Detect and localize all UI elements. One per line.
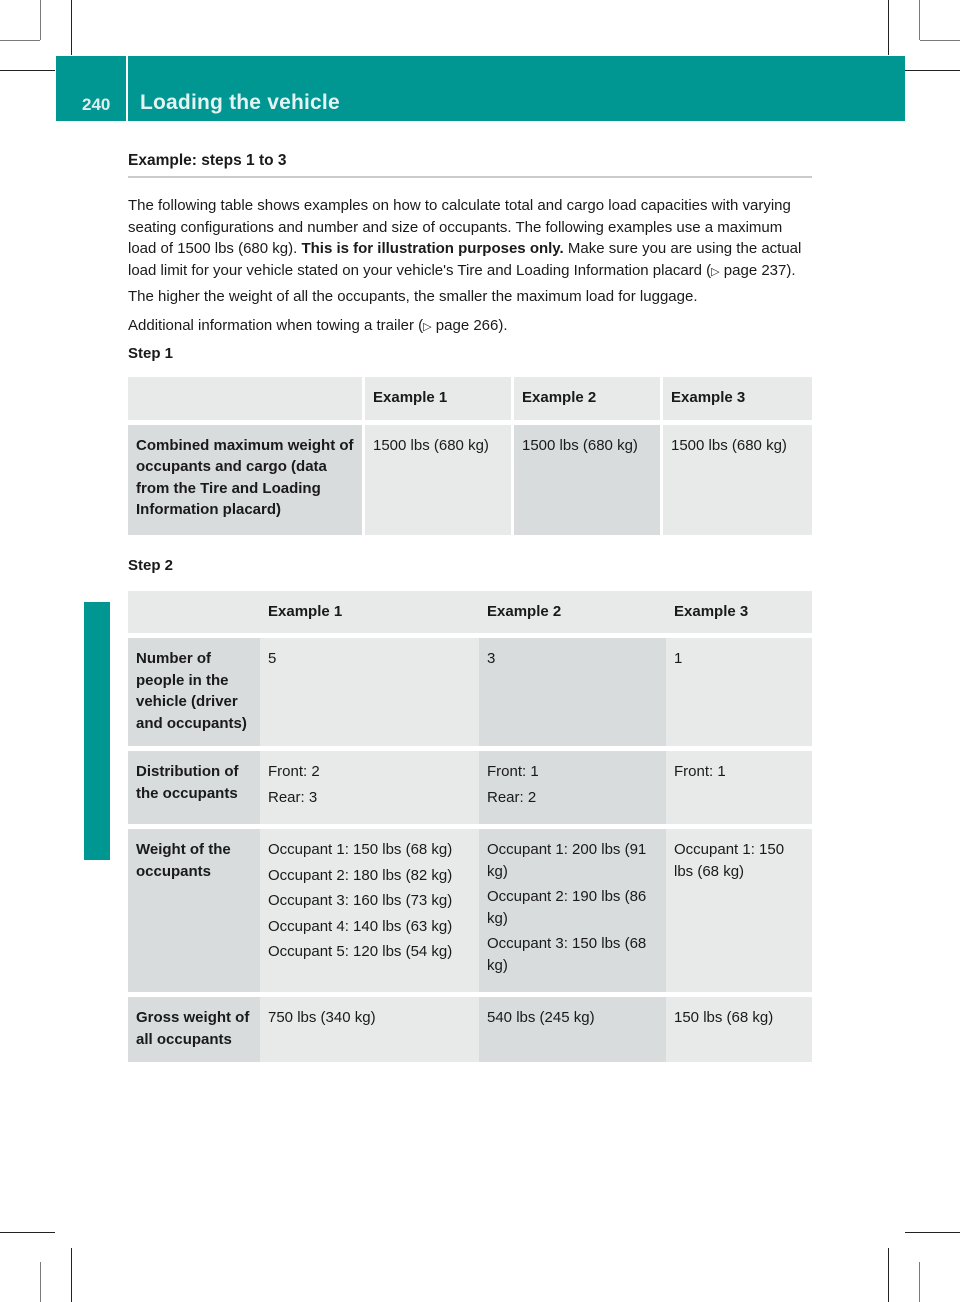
column-header: Example 3 — [666, 591, 812, 639]
crop-mark — [905, 70, 960, 71]
side-tab-label: Wheels and tires — [85, 611, 108, 778]
weight-paragraph: The higher the weight of all the occupants, the smaller the maximum load for luggage. — [128, 288, 698, 305]
table-cell: 1500 lbs (680 kg) — [514, 425, 663, 535]
column-header: Example 2 — [479, 591, 666, 639]
row-header: Combined maximum weight of occupants and cargo (data from the Tire and Loading Information placard) — [128, 425, 365, 535]
table-cell — [666, 638, 812, 751]
table-cell — [260, 829, 479, 997]
row-header: Gross weight of all occupants — [128, 997, 260, 1062]
crop-mark — [888, 0, 889, 55]
cell-line: Occupant 3: 150 lbs (68 kg) — [487, 935, 647, 974]
cell-line: 750 lbs (340 kg) — [268, 1009, 376, 1026]
cell-line: Rear: 2 — [487, 788, 537, 806]
column-header: Example 2 — [514, 377, 663, 425]
cell-line: Front: 1 — [487, 763, 539, 780]
step2-label: Step 2 — [128, 556, 174, 574]
cell-line: 150 lbs (68 kg) — [674, 1009, 774, 1026]
section-heading: Example: steps 1 to 3 — [128, 152, 812, 178]
crop-mark — [888, 1248, 889, 1302]
page-reference-link[interactable]: page 237). — [719, 261, 796, 279]
table-header-row — [128, 591, 812, 639]
crop-mark — [919, 1262, 920, 1302]
cell-line: Occupant 1: 150 lbs (68 kg) — [674, 841, 785, 880]
crop-mark — [0, 70, 55, 71]
main-content — [128, 152, 812, 1062]
table-header-row — [128, 377, 812, 425]
step2-table — [128, 591, 812, 1063]
row-header: Weight of the occupants — [128, 829, 260, 997]
intro-text: The following table shows examples on how to calculate total and cargo load capacities with varying seating configurations and number and size of occupants. The following examples use a maximum load of 1500 lbs (680 kg). — [128, 197, 791, 257]
crop-mark — [71, 1248, 72, 1302]
table-cell — [260, 638, 479, 751]
towing-paragraph — [128, 315, 812, 339]
cell-line: 5 — [268, 650, 277, 667]
cell-line: Occupant 2: 190 lbs (86 kg) — [487, 888, 647, 927]
page-ref-arrow-icon: ▷ — [711, 265, 720, 278]
table-cell — [479, 638, 666, 751]
table-cell — [479, 997, 666, 1062]
column-header — [128, 377, 365, 425]
column-header: Example 1 — [260, 591, 479, 639]
crop-mark — [0, 1232, 55, 1233]
column-header: Example 3 — [663, 377, 812, 425]
step1-table — [128, 377, 812, 535]
row-header: Distribution of the occupants — [128, 751, 260, 829]
page-title: Loading the vehicle — [140, 91, 340, 114]
crop-mark — [71, 0, 72, 55]
cell-line: Occupant 2: 180 lbs (82 kg) — [268, 866, 453, 884]
intro-paragraph — [128, 195, 812, 283]
page-reference-link[interactable]: page 266). — [431, 316, 508, 334]
intro-text-cont: Make sure you are using the actual load limit for your vehicle stated on your vehicle's Tire and Loading Information placard ( — [128, 240, 802, 279]
table-row — [128, 751, 812, 829]
cell-line: Occupant 3: 160 lbs (73 kg) — [268, 892, 453, 909]
page-ref-arrow-icon: ▷ — [423, 320, 432, 333]
table-row — [128, 638, 812, 751]
cell-line: 1 — [674, 650, 683, 667]
column-header — [128, 591, 260, 639]
crop-mark — [40, 0, 41, 40]
towing-text: Additional information when towing a trailer ( — [128, 316, 424, 334]
table-cell — [479, 751, 666, 829]
table-cell: 1500 lbs (680 kg) — [663, 425, 812, 535]
crop-mark — [0, 40, 40, 41]
page-number: 240 — [82, 95, 111, 114]
table-cell — [260, 751, 479, 829]
crop-mark — [920, 40, 960, 41]
table-row — [128, 425, 812, 535]
crop-mark — [905, 1232, 960, 1233]
cell-line: Occupant 5: 120 lbs (54 kg) — [268, 943, 453, 960]
table-row — [128, 997, 812, 1062]
table-cell: 1500 lbs (680 kg) — [365, 425, 514, 535]
crop-mark — [919, 0, 920, 40]
column-header: Example 1 — [365, 377, 514, 425]
cell-line: Rear: 3 — [268, 788, 318, 806]
table-row — [128, 829, 812, 997]
cell-line: 540 lbs (245 kg) — [487, 1009, 595, 1026]
table-cell — [666, 829, 812, 997]
row-header: Number of people in the vehicle (driver and occupants) — [128, 638, 260, 751]
step1-label: Step 1 — [128, 345, 174, 362]
cell-line: Front: 2 — [268, 763, 320, 780]
crop-mark — [40, 1262, 41, 1302]
cell-line: Front: 1 — [674, 763, 726, 780]
table-cell — [479, 829, 666, 997]
table-cell — [666, 751, 812, 829]
cell-line: Occupant 1: 200 lbs (91 kg) — [487, 841, 647, 880]
intro-emphasis: This is for illustration purposes only. — [301, 240, 564, 257]
header-divider — [126, 56, 128, 121]
cell-line: 3 — [487, 650, 496, 667]
cell-line: Occupant 4: 140 lbs (63 kg) — [268, 917, 453, 935]
cell-line: Occupant 1: 150 lbs (68 kg) — [268, 841, 453, 858]
table-cell — [260, 997, 479, 1062]
table-cell — [666, 997, 812, 1062]
